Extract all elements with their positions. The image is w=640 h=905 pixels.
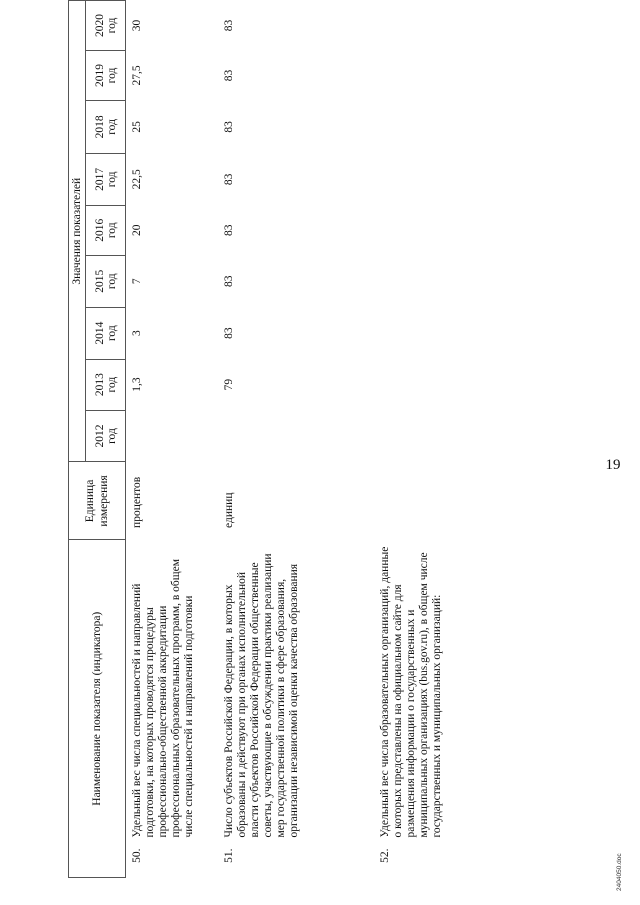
header-year-suffix: год <box>105 428 118 444</box>
header-year-2012 <box>86 410 126 462</box>
row-value-2020: 30 <box>131 19 143 32</box>
header-year-2018 <box>86 100 126 153</box>
header-year-number: 2015 <box>93 269 106 293</box>
header-year-suffix: год <box>105 171 118 188</box>
row-value-2015: 83 <box>223 275 235 287</box>
table-row <box>369 1 569 878</box>
header-year-number: 2013 <box>93 373 106 397</box>
header-year-suffix: год <box>105 17 118 34</box>
header-year-suffix: год <box>105 376 118 393</box>
row-value-2016: 83 <box>223 224 235 237</box>
row-value-2018: 83 <box>223 121 235 133</box>
header-year-number: 2018 <box>93 115 106 139</box>
row-value-2016 <box>369 205 569 255</box>
header-indicator-name: Наименование показателя (индикатора) <box>69 540 126 878</box>
row-number: 51. <box>223 848 235 863</box>
header-year-suffix: год <box>105 67 118 84</box>
header-values-group: Значения показателей <box>69 1 86 463</box>
row-value-2019: 27,5 <box>131 65 143 86</box>
header-year-number: 2020 <box>93 14 106 37</box>
header-year-number: 2012 <box>93 424 106 448</box>
row-value-2012 <box>126 410 214 462</box>
header-unit: Единица измерения <box>69 462 126 540</box>
row-value-2019 <box>369 51 569 101</box>
page-number: 19 <box>605 457 621 473</box>
header-year-2014 <box>86 307 126 359</box>
row-unit: единиц <box>223 492 235 528</box>
row-value-2015: 7 <box>131 278 143 285</box>
row-value-2013: 1,3 <box>131 377 143 392</box>
header-year-number: 2014 <box>93 321 106 345</box>
header-year-2017 <box>86 153 126 205</box>
header-year-2015 <box>86 255 126 307</box>
row-indicator-name: Число субъектов Российской Федерации, в которых образованы и действуют при органах исполнительной власти субъектов Российской Федерации общественные советы, участвующие в обсуждении практики реализации мер государственной политики в сфере образования, организации независимой оценки качества образования <box>223 553 300 838</box>
header-year-suffix: год <box>105 325 118 342</box>
row-value-2014 <box>369 307 569 359</box>
header-year-suffix: год <box>105 119 118 135</box>
row-value-2020 <box>369 1 569 51</box>
row-value-2013 <box>369 359 569 410</box>
header-year-2019 <box>86 51 126 101</box>
table-header <box>69 1 126 878</box>
header-year-2020 <box>86 1 126 51</box>
row-value-2020: 83 <box>223 19 235 32</box>
row-value-2017: 22,5 <box>131 169 143 190</box>
row-value-2012 <box>369 410 569 462</box>
row-value-2015 <box>369 255 569 307</box>
row-value-2016: 20 <box>131 224 143 237</box>
row-value-2017: 83 <box>223 173 235 186</box>
row-indicator-name: Удельный вес числа образовательных организаций, данные о которых представлены на официальном сайте для размещения информации о государственных и муниципальных организациях (bus.gov.ru), в общем числе государственных и муниципальных организаций: <box>379 546 443 838</box>
indicators-table <box>68 0 569 878</box>
row-value-2018 <box>369 100 569 153</box>
row-number: 52. <box>379 848 391 863</box>
document-code: 2404050.doc <box>616 853 623 891</box>
row-indicator-name: Удельный вес числа специальностей и направлений подготовки, на которых проводятся процедуры профессионально-общественной аккредитации профессиональных образовательных программ, в общем числе специальностей и направлений подготовки <box>131 559 195 838</box>
row-value-2017 <box>369 153 569 205</box>
row-value-2012 <box>213 410 369 462</box>
header-year-2013 <box>86 359 126 410</box>
header-year-number: 2016 <box>93 218 106 242</box>
table-row <box>213 1 369 878</box>
row-value-2019: 83 <box>223 69 235 82</box>
row-unit: процентов <box>131 476 143 528</box>
header-year-suffix: год <box>105 222 118 239</box>
row-value-2018: 25 <box>131 121 143 133</box>
row-number: 50. <box>131 848 143 863</box>
row-value-2014: 83 <box>223 327 235 339</box>
table-row <box>126 1 214 878</box>
header-year-number: 2019 <box>93 63 106 87</box>
row-value-2013: 79 <box>223 378 235 391</box>
header-year-2016 <box>86 205 126 255</box>
row-value-2014: 3 <box>131 330 143 337</box>
header-year-suffix: год <box>105 273 118 290</box>
header-year-number: 2017 <box>93 167 106 191</box>
row-unit <box>369 462 569 540</box>
